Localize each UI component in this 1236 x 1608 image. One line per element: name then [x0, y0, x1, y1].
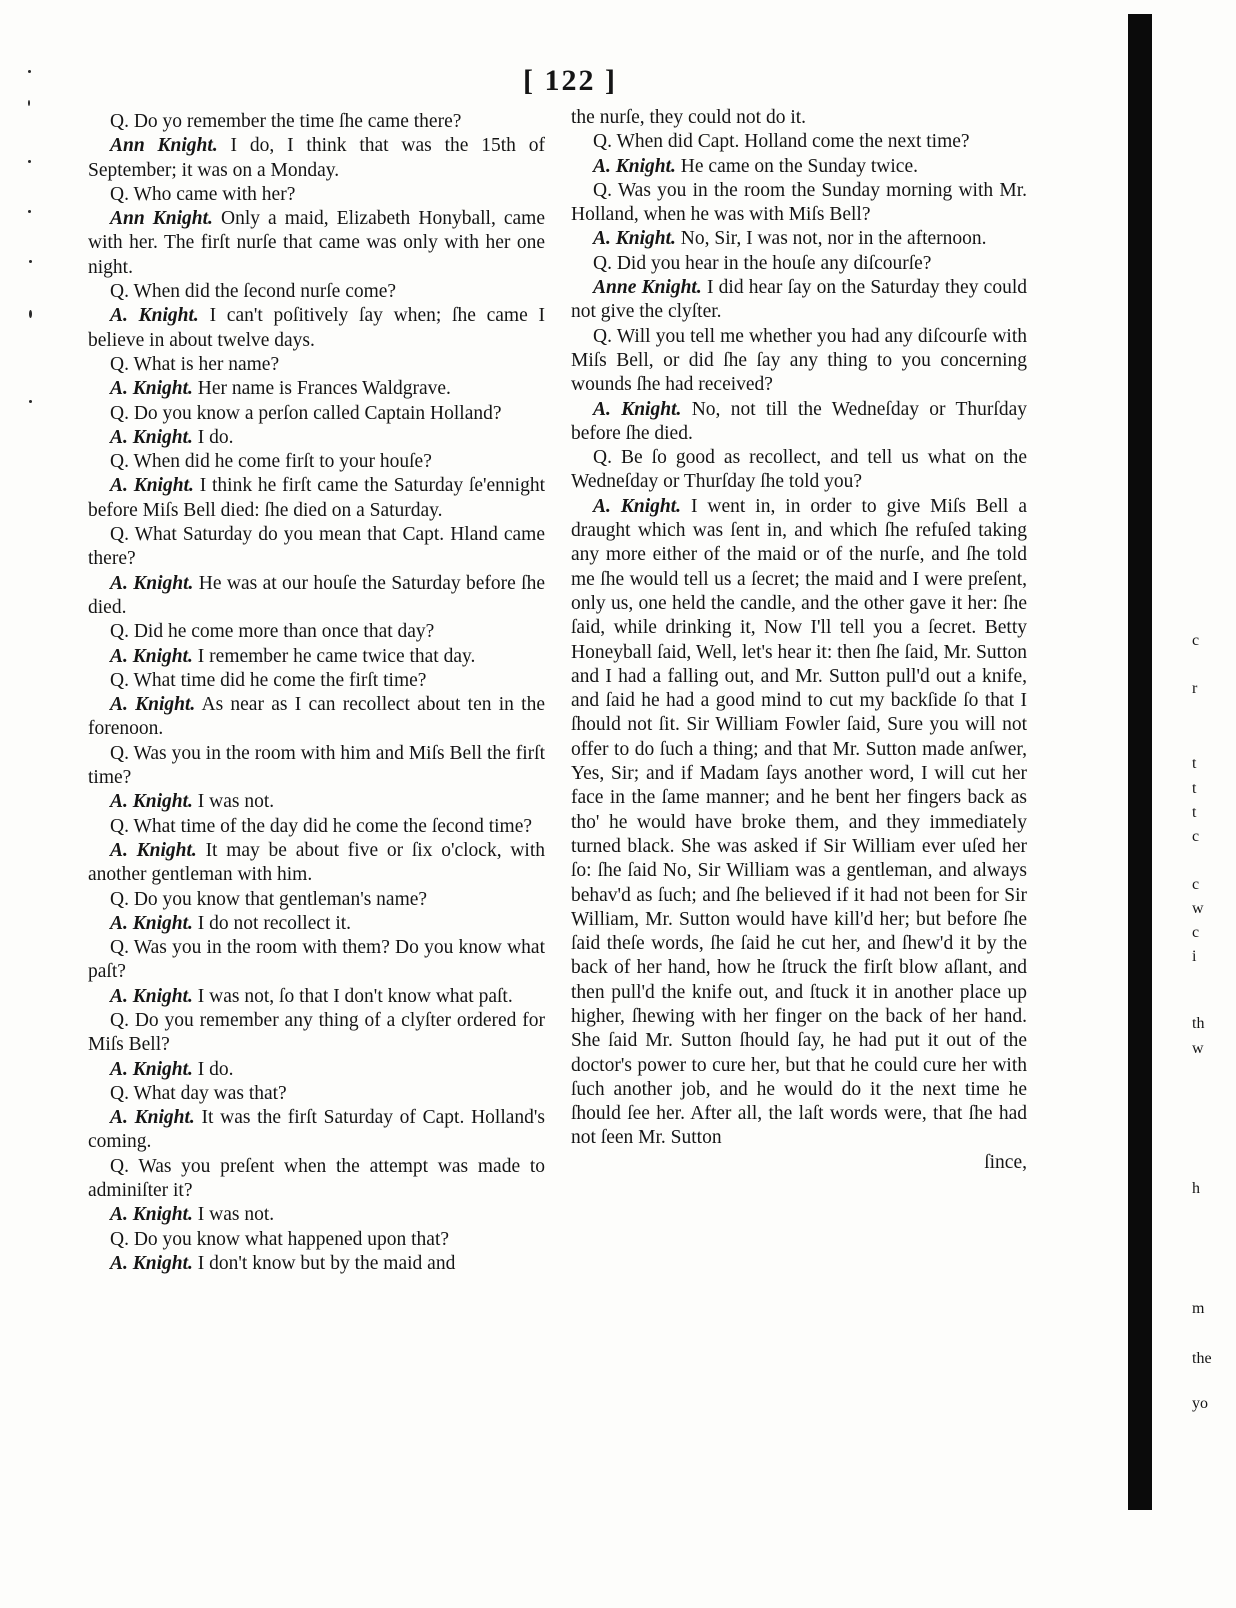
question-text: Q. Who came with her?: [110, 183, 296, 205]
question: [88, 402, 545, 426]
speaker-name: A. Knight.: [110, 572, 194, 594]
question: [571, 130, 1027, 154]
facing-fragment: yo: [1192, 1395, 1208, 1412]
answer: [571, 276, 1027, 325]
speaker-name: A. Knight.: [110, 912, 193, 934]
speaker-name: A. Knight.: [110, 791, 193, 813]
answer: [571, 155, 1027, 179]
answer-text: Her name is Frances Waldgrave.: [197, 378, 451, 400]
answer: [88, 474, 545, 523]
answer: [88, 1106, 545, 1155]
answer-text: As near as I can recollect about ten in the forenoon.: [88, 694, 545, 740]
facing-fragment: w: [1192, 900, 1204, 917]
answer-text: I was not.: [197, 791, 275, 813]
question-text: Q. Was you in the room with him and Miſs Bell the firſt time?: [88, 742, 545, 789]
answer: [571, 495, 1027, 1151]
speaker-name: A. Knight.: [110, 985, 193, 1007]
answer-text: He was at our houſe the Saturday before ſhe died.: [88, 572, 545, 618]
answer: [88, 839, 545, 888]
speaker-name: A. Knight.: [110, 1252, 193, 1274]
speaker-name: Ann Knight.: [110, 135, 218, 157]
catchword: ſince,: [984, 1151, 1027, 1173]
question-text: Q. When did Capt. Holland come the next time?: [593, 131, 970, 153]
answer: [571, 398, 1027, 447]
answer-text: I was not.: [197, 1204, 275, 1226]
answer-text: It may be about five or ſix o'clock, with another gentleman with him.: [88, 839, 545, 886]
answer-text: I do, I think that was the 15th of September; it was on a Monday.: [88, 135, 546, 181]
question-text: Q. Was you in the room with them? Do you know what paſt?: [88, 937, 545, 983]
facing-fragment: c: [1192, 924, 1200, 941]
answer-text: I do not recollect it.: [197, 912, 352, 934]
question-text: Q. When did he come firſt to your houſe?: [110, 451, 432, 473]
facing-fragment: the: [1192, 1350, 1212, 1367]
answer-text: I do.: [197, 426, 234, 448]
speaker-name: A. Knight.: [110, 1107, 195, 1129]
answer-text: He came on the Sunday twice.: [680, 155, 918, 177]
question: [88, 353, 545, 377]
speaker-name: A. Knight.: [110, 426, 193, 448]
answer: [88, 1058, 545, 1082]
binding-shadow: [1128, 14, 1152, 1510]
facing-fragment: h: [1192, 1180, 1200, 1197]
speaker-name: A. Knight.: [110, 694, 196, 716]
speaker-name: A. Knight.: [110, 1058, 193, 1080]
answer: [88, 912, 545, 936]
speaker-name: A. Knight.: [110, 1204, 193, 1226]
question-text: Q. What time of the day did he come the ſecond time?: [110, 815, 533, 837]
facing-fragment: t: [1192, 804, 1197, 821]
question: [571, 446, 1027, 495]
question-text: Q. What Saturday do you mean that Capt. Hland came there?: [88, 524, 545, 570]
answer-text: I don't know but by the maid and: [197, 1252, 456, 1274]
facing-fragment: r: [1192, 680, 1198, 697]
answer: [88, 693, 545, 742]
speaker-name: A. Knight.: [110, 839, 197, 861]
answer: [88, 1203, 545, 1227]
question: [571, 179, 1027, 228]
question: [571, 252, 1027, 276]
answer: [88, 572, 545, 621]
question: [88, 936, 545, 985]
facing-fragment: c: [1192, 876, 1200, 893]
facing-fragment: c: [1192, 632, 1200, 649]
question: [88, 1082, 545, 1106]
speaker-name: A. Knight.: [110, 378, 193, 400]
question-text: Q. Did you hear in the houſe any diſcourſe?: [593, 252, 932, 274]
question-text: Q. When did the ſecond nurſe come?: [110, 281, 397, 303]
question-text: Q. Was you in the room the Sunday morning with Mr. Holland, when he was with Miſs Bell?: [571, 179, 1027, 226]
question-text: Q. Do you remember any thing of a clyſter ordered for Miſs Bell?: [88, 1009, 545, 1056]
question-text: Q. Will you tell me whether you had any diſcourſe with Miſs Bell, or did ſhe ſay any thing to you concerning wounds ſhe had received?: [571, 325, 1027, 396]
speaker-name: A. Knight.: [593, 495, 681, 517]
continued-text: the nurſe, they could not do it.: [571, 107, 807, 128]
answer: [88, 645, 545, 669]
speaker-name: Ann Knight.: [110, 208, 213, 230]
answer: [88, 985, 545, 1009]
answer-text: Only a maid, Elizabeth Honyball, came with her. The firſt nurſe that came was only with her one night.: [88, 208, 546, 278]
right-column: [571, 106, 1027, 1175]
facing-page-fragments: [1178, 0, 1236, 1608]
left-column: [88, 110, 545, 1276]
question: [88, 888, 545, 912]
answer: [88, 1252, 545, 1276]
answer: [88, 377, 545, 401]
answer-text: I can't poſitively ſay when; ſhe came I believe in about twelve days.: [88, 305, 546, 351]
question: [571, 325, 1027, 398]
speaker-name: A. Knight.: [593, 398, 682, 420]
question-text: Q. What is her name?: [110, 353, 280, 375]
answer-text: No, not till the Wedneſday or Thurſday before ſhe died.: [571, 398, 1027, 444]
question: [88, 183, 545, 207]
question: [88, 815, 545, 839]
answer-text: No, Sir, I was not, nor in the afternoon.: [680, 228, 987, 250]
question-text: Q. Be ſo good as recollect, and tell us what on the Wedneſday or Thurſday ſhe told you?: [571, 447, 1027, 493]
question: [88, 1228, 545, 1252]
question-text: Q. Do yo remember the time ſhe came there?: [110, 111, 462, 132]
question: [88, 1155, 545, 1204]
question: [88, 620, 545, 644]
answer-text: I do.: [197, 1058, 234, 1080]
answer-text: I was not, ſo that I don't know what paſt.: [197, 985, 513, 1007]
question-text: Q. Do you know that gentleman's name?: [110, 888, 428, 910]
facing-fragment: m: [1192, 1300, 1205, 1317]
answer-text: I did hear ſay on the Saturday they could not give the clyſter.: [571, 277, 1028, 323]
answer: [571, 227, 1027, 251]
question-text: Q. What day was that?: [110, 1082, 287, 1104]
facing-fragment: t: [1192, 755, 1197, 772]
facing-fragment: th: [1192, 1015, 1205, 1032]
speaker-name: Anne Knight.: [593, 277, 702, 299]
margin-specks: [28, 60, 36, 460]
question: [88, 1009, 545, 1058]
facing-fragment: c: [1192, 828, 1200, 845]
question-text: Q. Was you preſent when the attempt was made to adminiſter it?: [88, 1155, 545, 1202]
answer: [88, 304, 545, 353]
answer: [88, 207, 545, 280]
page-number: [ 122 ]: [523, 64, 617, 97]
speaker-name: A. Knight.: [110, 475, 194, 497]
question: [88, 450, 545, 474]
answer-text: I went in, in order to give Miſs Bell a draught which was ſent in, and which ſhe refuſed taking any more either of the maid or of the nurſe, and ſhe told me ſhe would tell us a ſecret; the maid and I were preſent, only us, one held the candle, and the other gave it her: ſhe ſaid, while drinking it, Now I'll tell you a ſecret. Betty Honeyball ſaid, Well, let's hear it: then ſhe ſaid, Mr. Sutton and I had a falling out, and Mr. Sutton pull'd out a knife, and ſaid he had a good mind to cut my backſide ſo that I ſhould not ſit. Sir William Fowler ſaid, Sure you will not offer to do ſuch a thing; and that Mr. Sutton made anſwer, Yes, Sir; and if Madam ſays another word, I will cut her face in the ſame manner; and he bent her fingers back as tho' he would have broke them, and they immediately turned black. She was asked if Sir William ever uſed her ſo: ſhe ſaid No, Sir William was a gentleman, and always behav'd as ſuch; and ſhe believed if it had not been for Sir William, Mr. Sutton would have kill'd her; but before ſhe ſaid theſe words, ſhe ſaid he cut her, and ſhew'd it by the back of her hand, how he ſtruck the firſt blow aſlant, and then pull'd the knife out, and ſtuck it in another place up higher, ſhewing with her finger on the back of her hand. She ſaid Mr. Sutton ſhould ſay, he had put it out of the doctor's power to cure her, but that he could cure her with ſuch another job, and he would do it the next time he ſhould ſee her. After all, the laſt words were, that ſhe had not ſeen Mr. Sutton: [571, 495, 1027, 1149]
question: [88, 669, 545, 693]
answer-text: It was the firſt Saturday of Capt. Holland's coming.: [88, 1107, 545, 1153]
question: [88, 523, 545, 572]
answer: [88, 426, 545, 450]
speaker-name: A. Knight.: [593, 155, 676, 177]
question-text: Q. Did he come more than once that day?: [110, 621, 435, 643]
question-text: Q. Do you know what happened upon that?: [110, 1228, 450, 1250]
answer-text: I think he firſt came the Saturday ſe'ennight before Miſs Bell died: ſhe died on a Saturday.: [88, 475, 545, 521]
answer: [88, 134, 545, 183]
speaker-name: A. Knight.: [110, 645, 193, 667]
answer: [88, 790, 545, 814]
facing-fragment: i: [1192, 948, 1197, 965]
question-text: Q. Do you know a perſon called Captain Holland?: [110, 402, 502, 424]
answer-text: I remember he came twice that day.: [197, 645, 476, 667]
facing-fragment: w: [1192, 1040, 1204, 1057]
question: [88, 110, 545, 134]
question-text: Q. What time did he come the firſt time?: [110, 669, 427, 691]
facing-fragment: t: [1192, 780, 1197, 797]
question: [88, 280, 545, 304]
question: [88, 742, 545, 791]
speaker-name: A. Knight.: [110, 305, 199, 327]
speaker-name: A. Knight.: [593, 228, 676, 250]
